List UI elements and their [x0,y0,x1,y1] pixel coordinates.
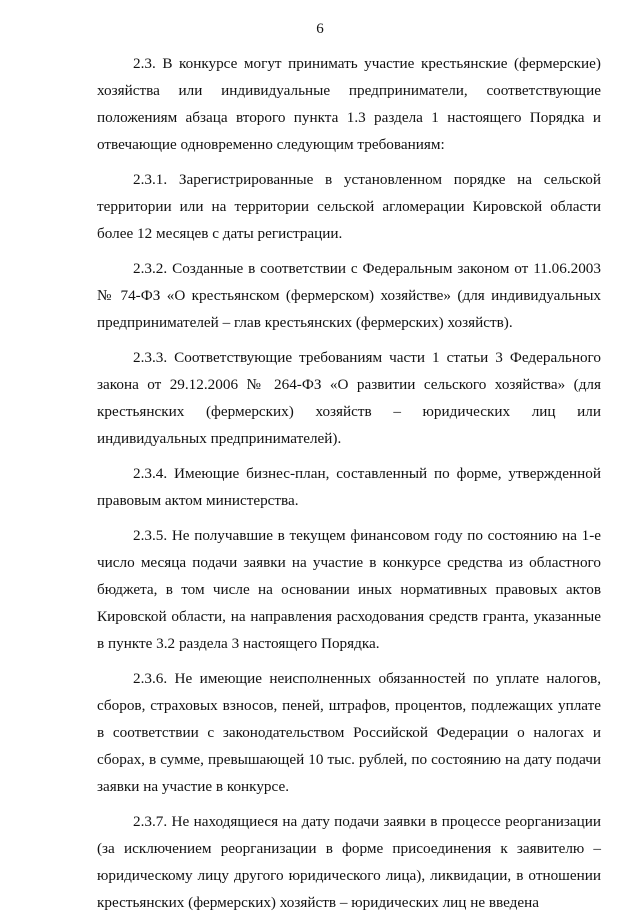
document-body [97,50,601,924]
paragraph-2-3-6: 2.3.6. Не имеющие неисполненных обязанностей по уплате налогов, сборов, страховых взносов, пеней, штрафов, процентов, подлежащих уплате в соответствии с законодательством Российской Федерации о налогах и сборах, в сумме, превышающей 10 тыс. рублей, по состоянию на дату подачи заявки на участие в конкурсе. [97,670,601,795]
paragraph-2-3-1: 2.3.1. Зарегистрированные в установленном порядке на сельской территории или на территории сельской агломерации Кировской области более 12 месяцев с даты регистрации. [97,171,601,242]
paragraph-2-3-4: 2.3.4. Имеющие бизнес-план, составленный по форме, утвержденной правовым актом министерства. [97,465,601,509]
paragraph-2-3-7: 2.3.7. Не находящиеся на дату подачи заявки в процессе реорганизации (за исключением реорганизации в форме присоединения к заявителю – юридическому лицу другого юридического лица), ликвидации, в отношении крестьянских (фермерских) хозяйств – юридических лиц не введена [97,813,601,911]
paragraph-2-3-5: 2.3.5. Не получавшие в текущем финансовом году по состоянию на 1-е число месяца подачи заявки на участие в конкурсе средства из областного бюджета, в том числе на основании иных нормативных правовых актов Кировской области, на направления расходования средств гранта, указанные в пункте 3.2 раздела 3 настоящего Порядка. [97,527,601,652]
paragraph-2-3-2: 2.3.2. Созданные в соответствии с Федеральным законом от 11.06.2003 № 74-ФЗ «О крестьянском (фермерском) хозяйстве» (для индивидуальных предпринимателей – глав крестьянских (фермерских) хозяйств). [97,260,601,331]
paragraph-2-3: 2.3. В конкурсе могут принимать участие крестьянские (фермерские) хозяйства или индивидуальные предприниматели, соответствующие положениям абзаца второго пункта 1.3 раздела 1 настоящего Порядка и отвечающие одновременно следующим требованиям: [97,55,601,153]
paragraph-2-3-3: 2.3.3. Соответствующие требованиям части 1 статьи 3 Федерального закона от 29.12.2006 № 264-ФЗ «О развитии сельского хозяйства» (для крестьянских (фермерских) хозяйств – юридических лиц или индивидуальных предпринимателей). [97,349,601,447]
page-number: 6 [316,21,324,37]
